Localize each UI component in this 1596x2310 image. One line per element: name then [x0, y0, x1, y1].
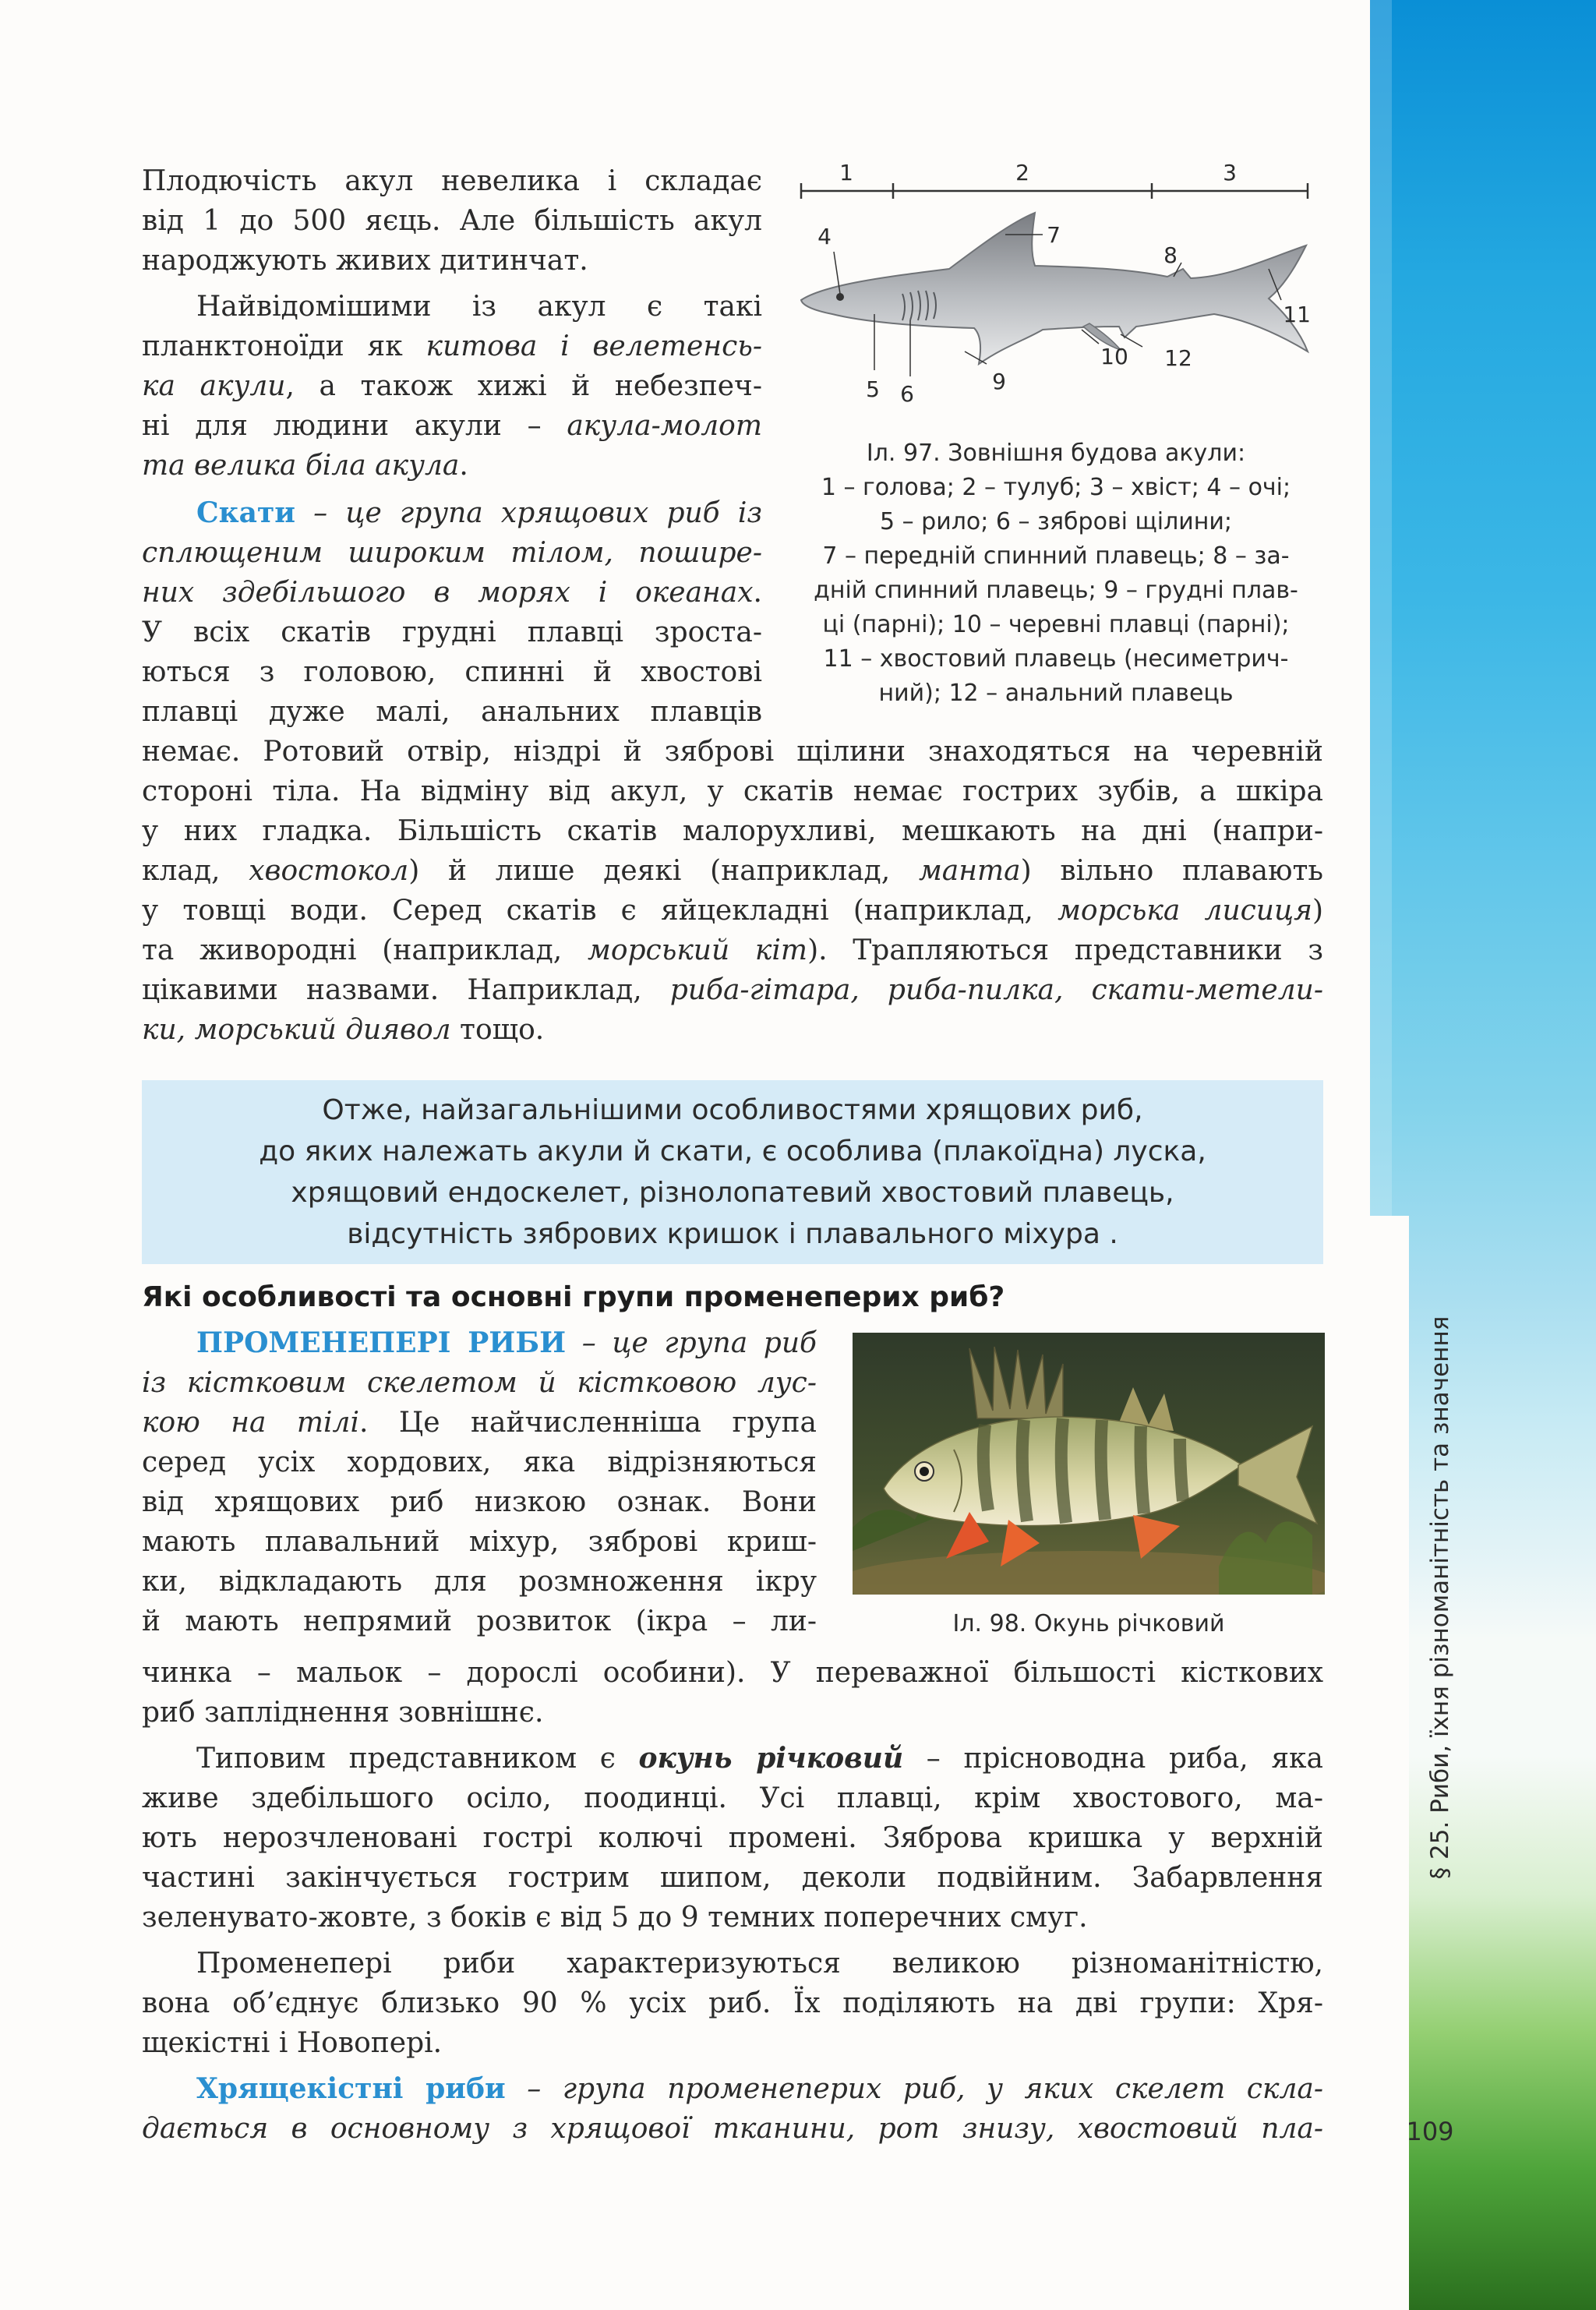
shark-diagram: [793, 160, 1323, 417]
italic-span: ка акули: [142, 370, 286, 402]
text-line: стороні тіла. На відміну від акул, у скатів немає гострих зубів, а шкіра: [142, 775, 1323, 807]
text-span: у товщі води. Серед скатів є яйцекладні (наприклад,: [142, 895, 1058, 927]
italic-span: ки, морський диявол: [142, 1014, 451, 1046]
text-span: та живородні (наприклад,: [142, 934, 588, 966]
text-line: вона об’єднує близько 90 % усіх риб. Їх поділяють на дві групи: Хря-: [142, 1987, 1323, 2019]
text-span: ). Трапляються представники з: [807, 934, 1323, 966]
text-line: ються з головою, спинні й хвостові: [142, 656, 762, 688]
shark-eye: [836, 293, 844, 301]
summary-line: Отже, найзагальнішими особливостями хрящових риб,: [322, 1094, 1143, 1126]
label-10: 10: [1100, 344, 1128, 369]
caption-line: ці (парні); 10 – черевні плавці (парні);: [822, 611, 1290, 638]
text-line: [196, 493, 762, 533]
italic-span: та велика біла акула: [142, 450, 460, 482]
text-line: [142, 851, 1323, 891]
italic-span: – це група риб: [566, 1327, 817, 1359]
text-span: , а також хижі й небезпеч-: [285, 370, 762, 402]
italic-span: – це група хрящових риб із: [295, 497, 762, 529]
italic-span: манта: [918, 855, 1021, 887]
text-line: із кістковим скелетом й кістковою лус-: [142, 1367, 817, 1399]
italic-span: риба-гітара, риба-пилка, скати-метели-: [669, 974, 1323, 1006]
text-line: [142, 446, 762, 486]
text-line: дається в основному з хрящової тканини, рот знизу, хвостовий пла-: [142, 2113, 1323, 2145]
summary-box: [142, 1080, 1323, 1264]
caption-line: 1 – голова; 2 – тулуб; 3 – хвіст; 4 – очі;: [821, 474, 1291, 501]
text-line: від 1 до 500 яєць. Але більшість акул: [142, 205, 762, 237]
label-7: 7: [1047, 222, 1061, 248]
perch-image: [853, 1333, 1325, 1595]
page-number: 109: [1406, 2117, 1454, 2146]
text-line: мають плавальний міхур, зяброві криш-: [142, 1526, 817, 1558]
fish-pupil: [920, 1467, 929, 1476]
italic-span: акула-молот: [567, 410, 762, 442]
text-span: – прісноводна риба, яка: [903, 1743, 1323, 1775]
perch-photo: [853, 1333, 1325, 1595]
text-line: ють нерозчленовані гострі колючі промені. Зяброва кришка у верхній: [142, 1822, 1323, 1854]
italic-span: китова і велетенсь-: [425, 330, 762, 362]
text-span: .: [459, 450, 468, 482]
text-line: плавці дуже малі, анальних плавців: [142, 696, 762, 728]
text-line: живе здебільшого осіло, поодинці. Усі плавці, крім хвостового, ма-: [142, 1782, 1323, 1814]
text-span: ) й лише деякі (наприклад,: [408, 855, 919, 887]
italic-span: хвостокол: [249, 855, 409, 887]
text-line: у них гладка. Більшість скатів малорухливі, мешкають на дні (напри-: [142, 815, 1323, 847]
text-span: тощо.: [450, 1014, 545, 1046]
text-line: чинка – мальок – дорослі особини). У переважної більшості кісткових: [142, 1657, 1323, 1689]
shark-illustration: [793, 160, 1323, 417]
label-9: 9: [992, 369, 1006, 394]
text-line: щекістні і Новопері.: [142, 2027, 443, 2059]
text-line: серед усіх хордових, яка відрізняються: [142, 1446, 817, 1478]
section-heading: Які особливості та основні групи променеперих риб?: [142, 1281, 1005, 1313]
summary-line: до яких належать акули й скати, є особлива (плакоїдна) луска,: [259, 1136, 1206, 1167]
figure98-caption: Іл. 98. Окунь річковий: [952, 1610, 1225, 1637]
text-line: [142, 366, 762, 406]
caption-line: ний); 12 – анальний плавець: [878, 680, 1234, 707]
text-line: риб запліднення зовнішнє.: [142, 1697, 544, 1729]
summary-line: хрящовий ендоскелет, різнолопатевий хвостовий плавець,: [291, 1177, 1174, 1209]
text-span: ) вільно плавають: [1020, 855, 1323, 887]
italic-span: морська лисиця: [1058, 895, 1312, 927]
text-span: планктоноїди як: [142, 330, 426, 362]
bold-italic-span: окунь річковий: [638, 1742, 904, 1775]
label-3: 3: [1223, 160, 1237, 185]
caption-line: 5 – рило; 6 – зяброві щілини;: [880, 508, 1232, 535]
term-rays: Скати: [196, 496, 295, 529]
text-span: ні для людини акули –: [142, 410, 567, 442]
italic-span: них здебільшого в морях і океанах: [142, 577, 754, 609]
text-line: Найвідомішими із акул є такі: [196, 291, 762, 323]
italic-span: морський кіт: [587, 934, 808, 966]
text-span: Типовим представником є: [196, 1743, 639, 1775]
label-11: 11: [1283, 302, 1311, 327]
label-2: 2: [1015, 160, 1029, 185]
text-line: [142, 327, 762, 366]
text-line: [196, 2069, 1323, 2109]
label-6: 6: [900, 381, 914, 407]
caption-line: 11 – хвостовий плавець (несиметрич-: [823, 645, 1289, 673]
text-line: [196, 1323, 817, 1363]
term-chondrostei: Хрящекістні риби: [196, 2072, 506, 2105]
caption-line: дній спинний плавець; 9 – грудні плав-: [814, 577, 1298, 604]
text-line: ки, відкладають для розмноження ікру: [142, 1566, 817, 1598]
text-line: [142, 1403, 817, 1443]
text-span: цікавими назвами. Наприклад,: [142, 974, 670, 1006]
running-section-title: [1417, 1278, 1464, 1917]
caption-line: Іл. 97. Зовнішня будова акули:: [866, 440, 1246, 467]
text-line: сплющеним широким тілом, поширe-: [142, 537, 762, 569]
text-line: [196, 1739, 1323, 1778]
text-span: . Це найчисленніша група: [359, 1407, 817, 1439]
text-line: [142, 1010, 1323, 1050]
text-line: [142, 891, 1323, 931]
text-line: й мають непрямий розвиток (ікра – ли-: [142, 1605, 817, 1637]
caption-line: 7 – передній спинний плавець; 8 – за-: [822, 542, 1290, 570]
label-8: 8: [1163, 242, 1178, 268]
text-span: клад,: [142, 855, 249, 887]
text-line: [142, 406, 762, 446]
term-rayfinned: ПРОМЕНЕПЕРІ РИБИ: [196, 1326, 567, 1359]
text-span: ): [1312, 895, 1323, 927]
label-1: 1: [839, 160, 853, 185]
italic-span: кою на тілі: [142, 1407, 359, 1439]
text-line: Променепері риби характеризуються великою різноманітністю,: [196, 1948, 1323, 1980]
running-section-title-text: § 25. Риби, їхня різноманітність та значення: [1426, 1316, 1454, 1880]
text-line: частині закінчується гострим шипом, деколи подвійним. Забарвлення: [142, 1862, 1323, 1894]
text-line: [142, 573, 762, 613]
italic-span: – група променеперих риб, у яких скелет скла-: [505, 2073, 1323, 2105]
text-line: народжують живих дитинчат.: [142, 245, 588, 277]
label-5: 5: [866, 376, 880, 402]
label-12: 12: [1164, 345, 1192, 371]
text-line: [142, 931, 1323, 970]
text-span: .: [753, 577, 762, 609]
text-line: від хрящових риб низкою ознак. Вони: [142, 1486, 817, 1518]
summary-line: відсутність зябрових кришок і плавального міхура .: [347, 1218, 1118, 1250]
text-line: зеленувато-жовте, з боків є від 5 до 9 темних поперечних смуг.: [142, 1902, 1088, 1934]
text-line: немає. Ротовий отвір, ніздрі й зяброві щілини знаходяться на черевній: [142, 736, 1323, 768]
text-line: У всіх скатів грудні плавці зроста-: [142, 616, 762, 648]
label-4: 4: [817, 224, 832, 249]
text-line: Плодючість акул невелика і складає: [142, 165, 762, 197]
text-line: [142, 970, 1323, 1010]
